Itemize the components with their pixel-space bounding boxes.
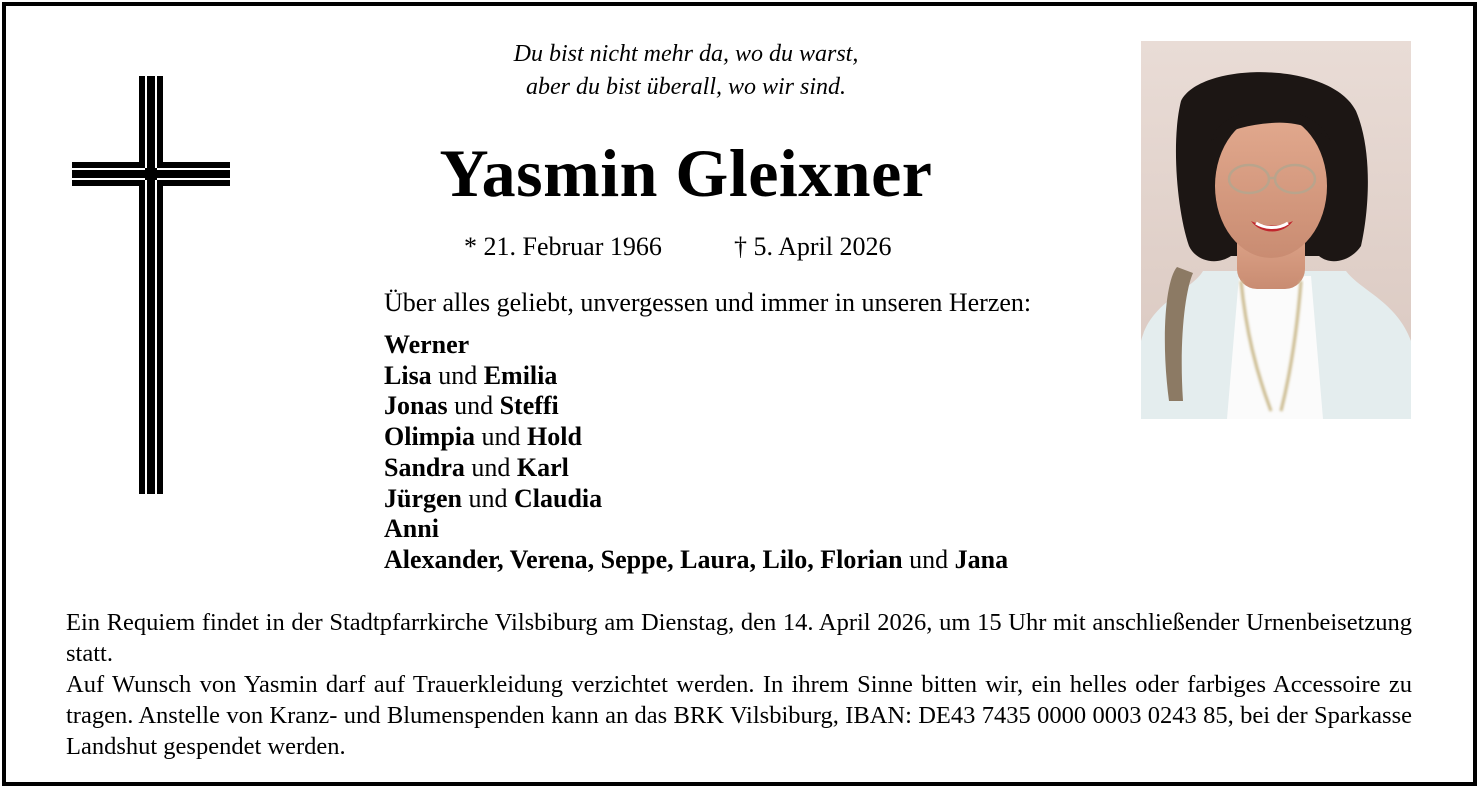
mourner-line <box>384 514 1008 545</box>
mourner-name: Jana <box>954 544 1009 574</box>
requiem-paragraph: Ein Requiem findet in der Stadtpfarrkirche Vilsbiburg am Dienstag, den 14. April 2026, um 15 Uhr mit anschließender Urnenbeisetzung statt. <box>66 609 1412 667</box>
mourner-name: Werner <box>384 330 470 359</box>
mourners-list <box>384 330 1008 576</box>
mourner-line <box>384 330 1008 361</box>
conjunction-word: und <box>447 391 500 421</box>
mourner-name: Alexander, Verena, Seppe, Laura, Lilo, Florian <box>384 544 903 574</box>
birth-date: * 21. Februar 1966 <box>464 232 662 261</box>
mourner-name: Jonas <box>384 391 448 421</box>
mourner-name: Karl <box>516 452 569 482</box>
mourner-line <box>384 453 1008 484</box>
conjunction-word: und <box>464 452 517 482</box>
donation-paragraph: Auf Wunsch von Yasmin darf auf Trauerkleidung verzichtet werden. In ihrem Sinne bitten wir, ein helles oder farbiges Accessoire zu tragen. Anstelle von Kranz- und Blumenspenden kann an das BRK Vilsbiburg, IBAN: DE43 7435 0000 0003 0243 85, bei der Sparkasse Landshut gespendet werden. <box>66 671 1412 760</box>
service-notice <box>66 607 1412 762</box>
mourner-name: Emilia <box>483 360 558 390</box>
conjunction-word: und <box>431 360 484 390</box>
mourner-line <box>384 545 1008 576</box>
mourner-name: Claudia <box>514 483 603 513</box>
death-date: † 5. April 2026 <box>734 232 892 261</box>
deceased-name: Yasmin Gleixner <box>439 135 933 211</box>
mourner-name: Sandra <box>384 452 465 482</box>
mourner-name: Hold <box>527 422 582 452</box>
mourner-line <box>384 422 1008 453</box>
conjunction-word: und <box>475 422 528 452</box>
mourner-name: Jürgen <box>384 483 462 513</box>
mourner-name: Steffi <box>499 391 559 421</box>
mourner-line <box>384 391 1008 422</box>
mourner-line <box>384 361 1008 392</box>
quote-line-1: Du bist nicht mehr da, wo du warst, <box>513 41 859 67</box>
conjunction-word: und <box>902 544 955 574</box>
mourner-name: Lisa <box>384 360 432 390</box>
memorial-quote <box>380 38 992 104</box>
quote-line-2: aber du bist überall, wo wir sind. <box>525 74 847 100</box>
mourners-lead-text: Über alles geliebt, unvergessen und immer in unseren Herzen: <box>384 288 1032 317</box>
conjunction-word: und <box>462 483 514 513</box>
mourner-line <box>384 484 1008 515</box>
portrait-photo <box>1141 41 1411 419</box>
mourner-name: Olimpia <box>384 422 476 452</box>
christian-cross-icon <box>72 76 230 494</box>
mourner-name: Anni <box>384 514 439 544</box>
